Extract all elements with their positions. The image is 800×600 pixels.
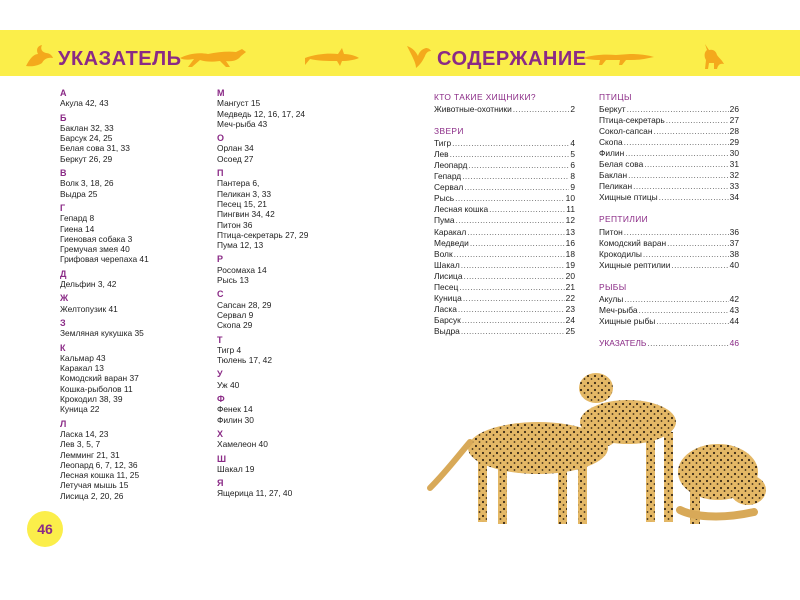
contents-entry[interactable] [434,138,575,149]
contents-entry-leader [461,260,565,271]
contents-entry-page: 26 [729,104,739,115]
contents-entry-page: 34 [729,192,739,203]
contents-entry-title: Питон [599,226,623,237]
index-letter: Я [217,478,224,489]
index-entry: Росомаха 14 [217,264,267,275]
contents-entry-title: Баклан [599,170,628,181]
contents-entry[interactable] [434,104,575,115]
contents-entry[interactable] [434,326,575,337]
contents-entry-title: Каракал [434,226,467,237]
contents-entry[interactable] [599,148,739,159]
contents-entry-title: Лисица [434,270,463,281]
contents-entry[interactable] [434,282,575,293]
contents-entry-leader [462,315,565,326]
index-letter: Х [217,428,224,439]
contents-entry-leader [644,159,728,170]
index-entry: Выдра 25 [60,188,98,199]
contents-entry-title: Тигр [434,138,452,149]
index-letter: Ш [217,453,227,464]
contents-entry-leader [464,271,565,282]
contents-entry-leader [467,227,564,238]
contents-entry-title: Барсук [434,314,461,325]
contents-entry-leader [454,249,565,260]
contents-entry-page: 23 [565,303,575,314]
cheetahs-photo [418,360,770,532]
contents-entry-title: Гепард [434,171,462,182]
contents-entry-leader [666,115,729,126]
contents-entry-page: 38 [729,248,739,259]
contents-entry[interactable] [599,294,739,305]
index-letter: Г [60,202,66,213]
index-entry: Хамелеон 40 [217,439,268,450]
contents-entry-page: 18 [565,248,575,259]
index-entry: Белая сова 31, 33 [60,143,130,154]
contents-entry-page: 44 [729,315,739,326]
index-letter: Ж [60,293,69,304]
contents-entry-title: Птица-секретарь [599,115,665,126]
contents-entry-title: Выдра [434,325,460,336]
contents-entry[interactable] [434,193,575,204]
contents-entry-page: 2 [570,104,575,115]
contents-entry-leader [468,160,569,171]
contents-entry-title: Сокол-сапсан [599,126,653,137]
contents-entry-page: 27 [729,115,739,126]
contents-entry-leader [624,227,729,238]
contents-entry-title: Комодский варан [599,237,667,248]
index-entry: Осоед 27 [217,153,254,164]
contents-entry[interactable] [599,249,739,260]
contents-entry[interactable] [434,304,575,315]
contents-entry-leader [647,338,728,349]
contents-entry-title: Лев [434,149,449,160]
contents-entry-title: УКАЗАТЕЛЬ [599,337,647,348]
index-entry: Лев 3, 5, 7 [60,439,101,450]
contents-entry-page: 24 [565,314,575,325]
contents-entry-page: 30 [729,148,739,159]
index-entry: Филин 30 [217,414,254,425]
index-entry: Леопард 6, 7, 12, 36 [60,459,138,470]
contents-section-heading: ПТИЦЫ [599,92,632,102]
index-letter: Т [217,334,223,345]
index-entry: Желтопузик 41 [60,303,118,314]
contents-entry-leader [463,293,565,304]
contents-entry-leader [458,304,565,315]
index-entry: Птица-секретарь 27, 29 [217,229,309,240]
contents-entry-page: 10 [565,193,575,204]
fox-silhouette-icon [700,42,726,70]
index-entry: Дельфин 3, 42 [60,279,117,290]
contents-entry-page: 40 [729,259,739,270]
index-entry: Меч-рыба 43 [217,118,268,129]
contents-entry[interactable] [434,271,575,282]
contents-entry-page: 29 [729,137,739,148]
index-entry: Пеликан 3, 33 [217,188,272,199]
contents-entry-page: 21 [565,281,575,292]
contents-entry[interactable] [599,227,739,238]
contents-entry[interactable] [434,260,575,271]
contents-entry-page: 42 [729,293,739,304]
index-entry: Гепард 8 [60,213,95,224]
contents-entry-title: Белая сова [599,159,644,170]
index-entry: Баклан 32, 33 [60,122,114,133]
contents-entry-page: 16 [565,237,575,248]
contents-entry-leader [659,192,729,203]
contents-entry[interactable] [434,171,575,182]
index-entry: Лесная кошка 11, 25 [60,470,140,481]
index-letter: З [60,317,66,328]
bird-silhouette-icon [24,44,54,70]
index-entry: Комодский варан 37 [60,373,139,384]
contents-column-1 [434,92,575,337]
contents-entry[interactable] [599,159,739,170]
contents-entry[interactable] [599,316,739,327]
contents-entry-title: Песец [434,281,459,292]
contents-entry-leader [633,181,729,192]
contents-entry-leader [667,238,729,249]
index-entry: Земляная кукушка 35 [60,328,144,339]
contents-entry-leader [639,305,729,316]
index-letter: К [60,342,66,353]
index-entry: Пингвин 34, 42 [217,209,275,220]
contents-entry[interactable] [434,315,575,326]
contents-entry-leader [628,170,729,181]
index-letter: Ф [217,394,225,405]
index-entry: Гремучая змея 40 [60,244,130,255]
index-entry: Гиеновая собака 3 [60,233,133,244]
contents-entry-leader [625,148,728,159]
contents-entry-page: 28 [729,126,739,137]
contents-entry-title: Волк [434,248,453,259]
contents-entry-leader [462,171,569,182]
index-entry: Сапсан 28, 29 [217,299,272,310]
contents-entry[interactable] [434,238,575,249]
contents-entry-leader [627,104,729,115]
contents-entry-page: 25 [565,325,575,336]
index-entry: Тигр 4 [217,344,242,355]
index-entry: Летучая мышь 15 [60,480,129,491]
index-letter: О [217,133,225,144]
index-letter: Д [60,268,67,279]
contents-entry-page: 37 [729,237,739,248]
contents-entry-title: Пеликан [599,181,633,192]
contents-entry-leader [452,138,569,149]
index-entry: Медведь 12, 16, 17, 24 [217,108,306,119]
contents-entry-title: Скопа [599,137,623,148]
contents-entry[interactable] [434,160,575,171]
contents-entry-page: 33 [729,181,739,192]
contents-entry-page: 5 [570,149,575,160]
contents-entry-leader [450,149,570,160]
contents-entry-title: Хищные птицы [599,192,658,203]
contents-entry-page: 22 [565,292,575,303]
contents-entry-title: Рысь [434,193,455,204]
contents-entry-page: 46 [729,337,739,348]
index-entry: Рысь 13 [217,275,249,286]
contents-entry-leader [459,282,564,293]
index-entry: Пантера 6, [217,178,260,189]
contents-entry-leader [653,126,728,137]
crocodile-silhouette-icon [582,48,656,66]
index-entry: Уж 40 [217,379,240,390]
contents-entry-page: 31 [729,159,739,170]
contents-entry-title: Леопард [434,160,468,171]
contents-entry-title: Животные-охотники [434,104,512,115]
contents-entry-leader [489,204,565,215]
contents-entry-page: 32 [729,170,739,181]
contents-section-heading: РЫБЫ [599,281,627,292]
contents-entry-leader [461,326,565,337]
contents-entry[interactable] [599,305,739,316]
contents-entry-leader [624,137,729,148]
contents-entry-page: 8 [570,171,575,182]
index-entry: Тюлень 17, 42 [217,355,272,366]
index-letter: Б [60,112,67,123]
contents-entry[interactable] [434,182,575,193]
index-entry: Грифовая черепаха 41 [60,254,149,265]
contents-entry-leader [464,182,569,193]
index-letter: П [217,168,224,179]
contents-entry-leader [624,294,728,305]
contents-entry[interactable] [599,115,739,126]
contents-entry-page: 43 [729,304,739,315]
index-entry: Песец 15, 21 [217,198,267,209]
contents-entry-page: 36 [729,226,739,237]
contents-column-2 [599,92,739,349]
contents-entry-title: Куница [434,292,462,303]
contents-entry[interactable] [434,204,575,215]
index-title: УКАЗАТЕЛЬ [58,48,182,70]
contents-title: СОДЕРЖАНИЕ [437,48,587,70]
index-entry: Скопа 29 [217,320,253,331]
contents-entry-leader [513,104,570,115]
contents-entry-title: Меч-рыба [599,304,638,315]
contents-entry-title: Пума [434,215,455,226]
index-entry: Лисица 2, 20, 26 [60,490,124,501]
index-entry: Орлан 34 [217,143,254,154]
contents-entry[interactable] [599,338,739,349]
index-column-2 [217,88,367,499]
contents-entry-leader [643,249,729,260]
index-letter: С [217,289,224,300]
contents-entry-title: Хищные рыбы [599,315,656,326]
contents-entry-page: 4 [570,138,575,149]
contents-entry[interactable] [599,192,739,203]
index-entry: Кошка-рыболов 11 [60,383,133,394]
contents-entry[interactable] [599,126,739,137]
eagle-silhouette-icon [404,42,434,70]
index-entry: Акула 42, 43 [60,98,109,109]
index-entry: Пума 12, 13 [217,240,264,251]
contents-entry[interactable] [599,137,739,148]
index-letter: Р [217,254,224,265]
contents-entry[interactable] [434,149,575,160]
contents-entry[interactable] [434,227,575,238]
contents-entry-title: Сервал [434,182,464,193]
contents-entry-title: Хищные рептилии [599,259,671,270]
index-entry: Шакал 19 [217,463,255,474]
contents-entry-page: 11 [566,204,575,215]
contents-entry-title: Шакал [434,259,460,270]
contents-entry[interactable] [434,249,575,260]
index-entry: Лемминг 21, 31 [60,449,120,460]
contents-entry[interactable] [599,181,739,192]
contents-section-heading: КТО ТАКИЕ ХИЩНИКИ? [434,92,536,102]
contents-entry-page: 20 [565,270,575,281]
contents-entry-page: 13 [565,226,575,237]
contents-entry-page: 12 [565,215,575,226]
header-band-edge [0,70,800,78]
index-entry: Ласка 14, 23 [60,428,109,439]
shark-silhouette-icon [304,46,360,68]
contents-entry-leader [656,316,728,327]
contents-entry[interactable] [599,260,739,271]
contents-entry-title: Беркут [599,104,626,115]
index-entry: Куница 22 [60,404,100,415]
index-entry: Ящерица 11, 27, 40 [217,488,293,499]
contents-section-heading: РЕПТИЛИИ [599,214,649,225]
contents-entry-leader [455,193,565,204]
index-letter: У [217,369,223,380]
index-entry: Крокодил 38, 39 [60,394,123,405]
contents-entry-leader [456,215,565,226]
index-entry: Мангуст 15 [217,98,261,109]
index-letter: М [217,88,225,98]
contents-entry[interactable] [434,293,575,304]
contents-entry-title: Акулы [599,293,624,304]
contents-entry-title: Медведи [434,237,469,248]
contents-entry[interactable] [599,104,739,115]
index-entry: Фенек 14 [217,404,253,415]
contents-entry-title: Лесная кошка [434,204,489,215]
contents-entry-page: 9 [570,182,575,193]
contents-entry-title: Крокодилы [599,248,642,259]
contents-section-heading: ЗВЕРИ [434,126,464,137]
index-entry: Гиена 14 [60,223,95,234]
contents-entry-page: 6 [570,160,575,171]
index-entry: Барсук 24, 25 [60,133,113,144]
index-letter: В [60,168,67,179]
contents-entry[interactable] [599,238,739,249]
contents-entry[interactable] [434,215,575,226]
page-number: 46 [27,511,63,547]
contents-entry[interactable] [599,170,739,181]
contents-entry-title: Ласка [434,303,457,314]
index-entry: Волк 3, 18, 26 [60,178,114,189]
leopard-silhouette-icon [178,46,248,68]
index-entry: Сервал 9 [217,309,254,320]
index-column-1 [60,88,205,501]
contents-entry-page: 19 [565,259,575,270]
index-entry: Кальмар 43 [60,352,106,363]
index-entry: Беркут 26, 29 [60,153,113,164]
index-letter: Л [60,418,67,429]
contents-entry-title: Филин [599,148,625,159]
index-letter: А [60,88,67,98]
index-entry: Питон 36 [217,219,253,230]
contents-entry-leader [671,260,728,271]
index-entry: Каракал 13 [60,363,104,374]
contents-entry-leader [470,238,565,249]
